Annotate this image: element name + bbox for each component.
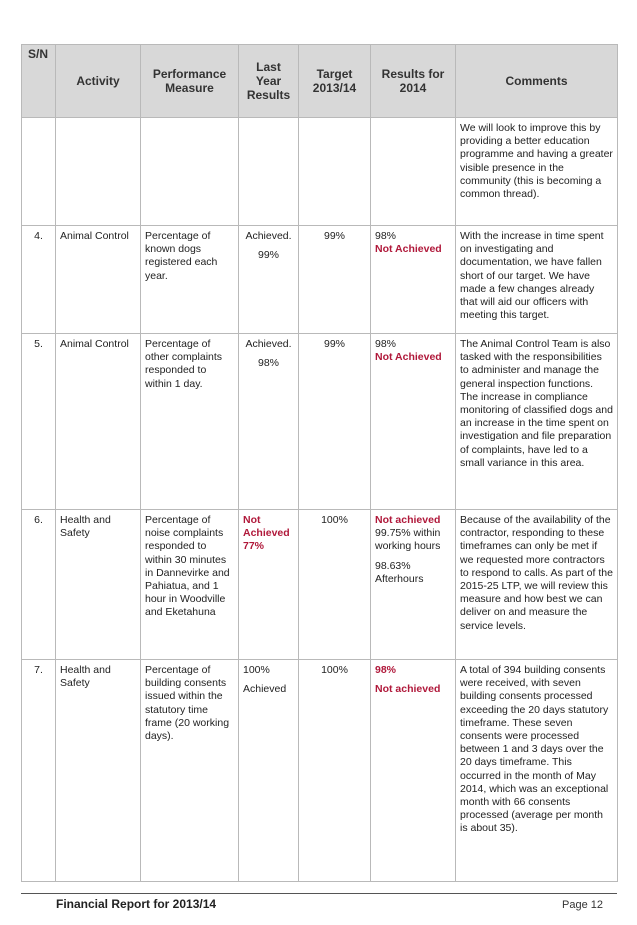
last-year-status: Achieved. (245, 230, 292, 242)
result-line-2: 98.63% Afterhours (375, 559, 424, 585)
cell-comments: The Animal Control Team is also tasked with the responsibilities to administer and manage the general inspection functions. The increase in compliance monitoring of classified dogs and an increase in the time spent on investigation and file preparation of complaints, have led to a small variance in this area. (456, 334, 618, 510)
cell-comments: Because of the availability of the contractor, responding to these timeframes can only be met if we requested more contractors to respond to calls. As part of the 2015-25 LTP, we will review this measure and how best we can deliver on and measure the service levels. (456, 510, 618, 660)
result-status: Not Achieved (375, 351, 442, 364)
result-line-1: 99.75% within working hours (375, 527, 441, 553)
cell-measure (141, 118, 239, 226)
cell-measure: Percentage of known dogs registered each year. (141, 226, 239, 334)
cell-activity: Health and Safety (56, 660, 141, 882)
cell-sn: 5. (22, 334, 56, 510)
cell-last-year (239, 226, 299, 334)
cell-comments: We will look to improve this by providing a better education programme and having a greater visible presence in the community (this is becoming a common thread). (456, 118, 618, 226)
cell-target (299, 118, 371, 226)
last-year-value: 100% (243, 664, 270, 676)
header-performance-measure: Performance Measure (141, 45, 239, 118)
page-number: Page 12 (562, 899, 603, 911)
header-results: Results for 2014 (371, 45, 456, 118)
cell-sn: 4. (22, 226, 56, 334)
last-year-value: 77% (243, 540, 265, 553)
cell-sn (22, 118, 56, 226)
table-row (22, 334, 618, 510)
header-last-year-results: Last Year Results (239, 45, 299, 118)
cell-results (371, 118, 456, 226)
cell-target: 100% (299, 510, 371, 660)
cell-comments: A total of 394 building consents were received, with seven building consents processed exceeding the 20 days statutory timeframe. These seven consents were processed between 1 and 3 days over the 20 days timeframe. This occurred in the month of May 2014, which was an exceptional month with 66 consents processed (average per month is about 35). (456, 660, 618, 882)
last-year-status: Achieved. (245, 338, 292, 350)
cell-activity: Health and Safety (56, 510, 141, 660)
table-row (22, 226, 618, 334)
cell-measure: Percentage of building consents issued within the statutory time frame (20 working days). (141, 660, 239, 882)
header-sn: S/N (22, 45, 56, 118)
cell-results (371, 334, 456, 510)
footer-title: Financial Report for 2013/14 (56, 897, 217, 911)
cell-target: 99% (299, 334, 371, 510)
performance-table (21, 44, 618, 882)
result-value: 98% (375, 664, 397, 676)
cell-activity: Animal Control (56, 226, 141, 334)
footer-divider (21, 893, 617, 894)
cell-results (371, 226, 456, 334)
header-target: Target 2013/14 (299, 45, 371, 118)
cell-measure: Percentage of noise complaints responded to within 30 minutes in Dannevirke and Pahiatua, and 1 hour in Woodville and Eketahuna (141, 510, 239, 660)
cell-comments: With the increase in time spent on investigating and documentation, we have fallen short of our target. We have made a few changes already that will aid our officers with meeting this target. (456, 226, 618, 334)
cell-activity (56, 118, 141, 226)
last-year-status: Not Achieved (243, 514, 290, 540)
last-year-value: 99% (257, 249, 279, 262)
result-status: Not Achieved (375, 243, 442, 256)
cell-measure: Percentage of other complaints responded to within 1 day. (141, 334, 239, 510)
cell-target: 99% (299, 226, 371, 334)
table-row (22, 510, 618, 660)
result-value: 98% (375, 338, 397, 350)
cell-last-year (239, 334, 299, 510)
header-row (22, 45, 618, 118)
cell-last-year (239, 660, 299, 882)
last-year-status: Achieved (243, 683, 287, 696)
cell-activity: Animal Control (56, 334, 141, 510)
cell-last-year (239, 118, 299, 226)
result-status: Not achieved (375, 514, 441, 526)
cell-last-year (239, 510, 299, 660)
table-row (22, 118, 618, 226)
cell-sn: 7. (22, 660, 56, 882)
last-year-value: 98% (257, 357, 279, 370)
result-status: Not achieved (375, 683, 441, 696)
cell-results (371, 660, 456, 882)
cell-results (371, 510, 456, 660)
header-activity: Activity (56, 45, 141, 118)
cell-target: 100% (299, 660, 371, 882)
result-value: 98% (375, 230, 397, 242)
cell-sn: 6. (22, 510, 56, 660)
header-comments: Comments (456, 45, 618, 118)
table-row (22, 660, 618, 882)
